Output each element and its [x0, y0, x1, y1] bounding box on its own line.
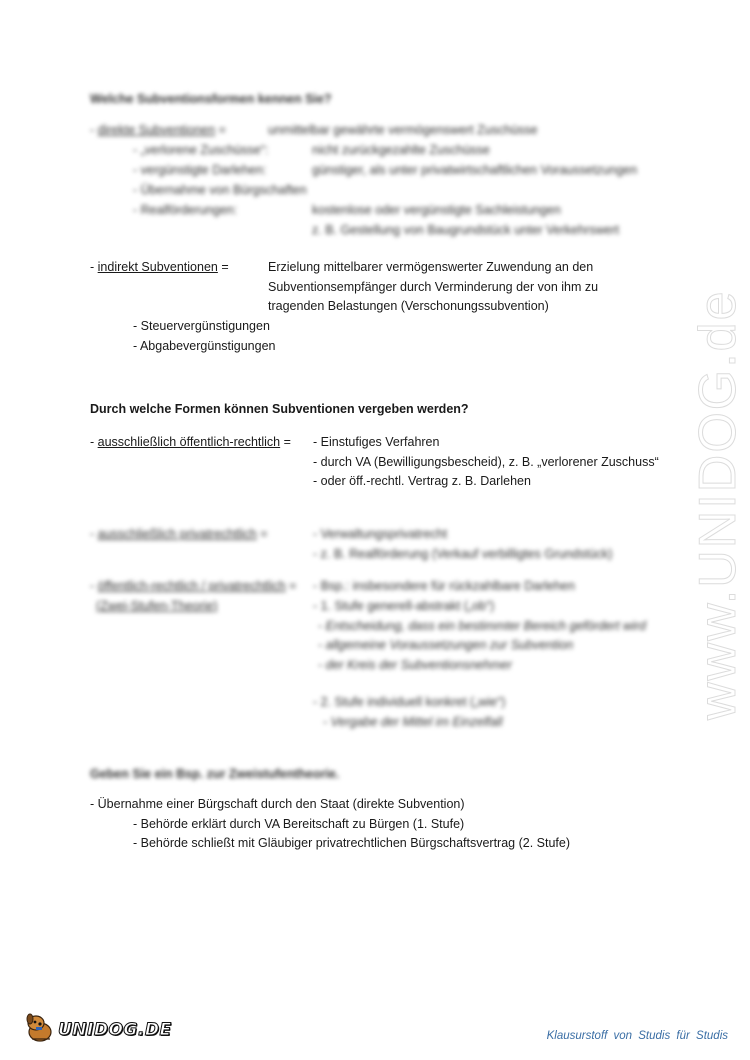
- q2-private-term: ausschließlich privatrechtlich: [97, 527, 257, 541]
- q2-public-item: - oder öff.-rechtl. Vertrag z. B. Darlehen: [313, 474, 531, 488]
- q2-mixed-stage1-item: - allgemeine Voraussetzungen zur Subvention: [318, 638, 574, 652]
- q2-private-item: - Verwaltungsprivatrecht: [313, 527, 448, 541]
- q2-public-term-line: - ausschließlich öffentlich-rechtlich =: [90, 435, 291, 449]
- q1-direct-item-label: - Übernahme von Bürgschaften: [133, 183, 307, 197]
- q1-direct-item-desc: nicht zurückgezahlte Zuschüsse: [312, 143, 490, 157]
- q1-direct-item-desc: kostenlose oder vergünstigte Sachleistungen: [312, 203, 561, 217]
- q1-direct-item-label: - Realförderungen:: [133, 203, 238, 217]
- dog-icon: [22, 1010, 56, 1044]
- q1-direct-item-label: - vergünstigte Darlehen:: [133, 163, 267, 177]
- q2-mixed-line: - Bsp.: insbesondere für rückzahlbare Darlehen: [313, 579, 575, 593]
- q3-title: Geben Sie ein Bsp. zur Zweistufentheorie.: [90, 767, 340, 781]
- q1-direct-term: direkte Subventionen: [97, 123, 216, 137]
- q2-mixed-stage1-item: - Entscheidung, dass ein bestimmter Bereich gefördert wird: [318, 619, 646, 633]
- q2-mixed-term: öffentlich-rechtlich / privatrechtlich: [97, 579, 286, 593]
- q1-title: Welche Subventionsformen kennen Sie?: [90, 92, 332, 106]
- logo-text: UNIDOG.DE: [58, 1020, 172, 1040]
- q2-public-item: - durch VA (Bewilligungsbescheid), z. B. „verlorener Zuschuss“: [313, 455, 659, 469]
- q1-indirect-def-line: Erzielung mittelbarer vermögenswerter Zuwendung an den: [268, 260, 594, 274]
- q1-direct-item-desc: günstiger, als unter privatwirtschaftlichen Voraussetzungen: [312, 163, 638, 177]
- footer-tagline: Klausurstoff von Studis für Studis: [546, 1030, 728, 1042]
- q1-indirect-term-line: - indirekt Subventionen =: [90, 260, 229, 274]
- q1-direct-extra: z. B. Gestellung von Baugrundstück unter Verkehrswert: [312, 223, 620, 237]
- q2-public-item: - Einstufiges Verfahren: [313, 435, 440, 449]
- q2-mixed-stage2: - 2. Stufe individuell konkret („wie“): [313, 695, 506, 709]
- q1-direct-item-label: - „verlorene Zuschüsse“:: [133, 143, 269, 157]
- q3-main: - Übernahme einer Bürgschaft durch den Staat (direkte Subvention): [90, 797, 465, 811]
- q3-item: - Behörde erklärt durch VA Bereitschaft zu Bürgen (1. Stufe): [133, 817, 465, 831]
- q2-mixed-stage1: - 1. Stufe generell-abstrakt („ob“): [313, 599, 495, 613]
- q2-mixed-stage1-item: - der Kreis der Subventionsnehmer: [318, 658, 512, 672]
- q3-item: - Behörde schließt mit Gläubiger privatrechtlichen Bürgschaftsvertrag (2. Stufe): [133, 836, 570, 850]
- q1-indirect-term: indirekt Subventionen: [97, 260, 218, 274]
- unidog-logo: [22, 1010, 172, 1044]
- q1-indirect-item: - Steuervergünstigungen: [133, 319, 270, 333]
- q2-title: Durch welche Formen können Subventionen vergeben werden?: [90, 402, 469, 416]
- q2-private-term-line: - ausschließlich privatrechtlich =: [90, 527, 268, 541]
- q1-direct-definition: unmittelbar gewährte vermögenswert Zuschüsse: [268, 123, 538, 137]
- q2-public-term: ausschließlich öffentlich-rechtlich: [97, 435, 281, 449]
- q1-indirect-def-line: Subventionsempfänger durch Verminderung der von ihm zu: [268, 280, 599, 294]
- q2-mixed-stage2-item: - Vergabe der Mittel im Einzelfall: [323, 715, 503, 729]
- q1-indirect-def-line: tragenden Belastungen (Verschonungssubvention): [268, 299, 549, 313]
- q2-private-item: - z. B. Realförderung (Verkauf verbilligtes Grundstück): [313, 547, 613, 561]
- q1-indirect-item: - Abgabevergünstigungen: [133, 339, 276, 353]
- q1-direct-term-line: - direkte Subventionen =: [90, 123, 226, 137]
- watermark: www.UNIDOG.de: [689, 289, 747, 720]
- q2-mixed-subterm: (Zwei-Stufen-Theorie): [96, 599, 218, 613]
- q2-mixed-term-line: - öffentlich-rechtlich / privatrechtlich =: [90, 579, 297, 593]
